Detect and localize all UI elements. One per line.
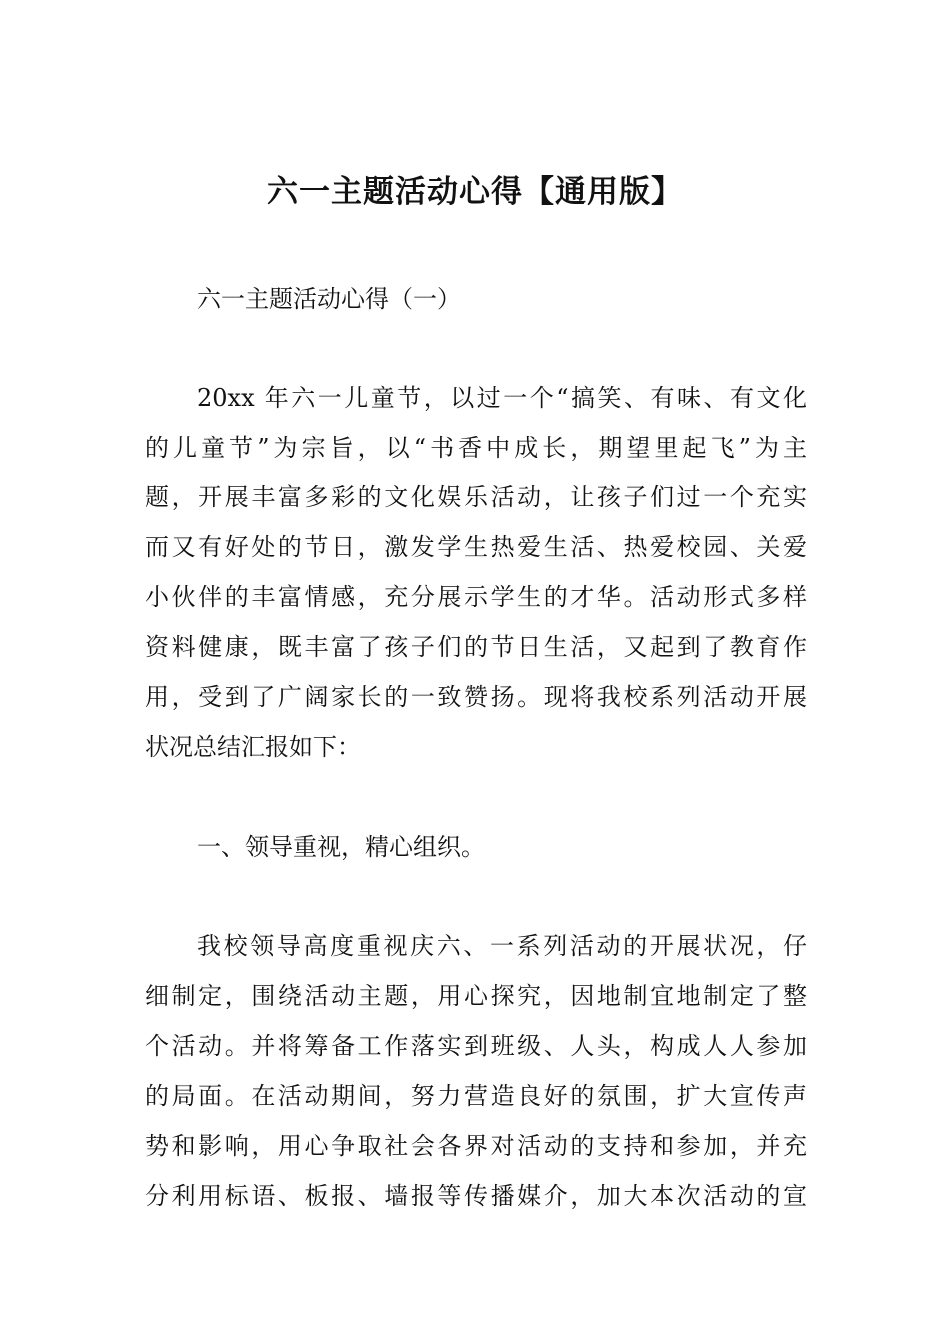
paragraph-line: 小伙伴的丰富情感，充分展示学生的才华。活动形式多样	[145, 583, 807, 611]
paragraph-line: 势和影响，用心争取社会各界对活动的支持和参加，并充	[145, 1132, 807, 1160]
paragraph-line: 的局面。在活动期间，努力营造良好的氛围，扩大宣传声	[145, 1082, 807, 1110]
paragraph-line: 而又有好处的节日，激发学生热爱生活、热爱校园、关爱	[145, 533, 807, 561]
paragraph-line: 我校领导高度重视庆六、一系列活动的开展状况，仔	[197, 932, 807, 960]
paragraph-line: 细制定，围绕活动主题，用心探究，因地制宜地制定了整	[145, 982, 807, 1010]
document-title: 六一主题活动心得【通用版】	[267, 174, 683, 210]
paragraph-line: 状况总结汇报如下：	[145, 733, 361, 761]
paragraph-line: 用，受到了广阔家长的一致赞扬。现将我校系列活动开展	[145, 683, 807, 711]
paragraph-line: 题，开展丰富多彩的文化娱乐活动，让孩子们过一个充实	[145, 483, 807, 511]
paragraph-line: 分利用标语、板报、墙报等传播媒介，加大本次活动的宣	[145, 1182, 807, 1210]
paragraph-line: 20xx 年六一儿童节，以过一个“搞笑、有味、有文化	[197, 384, 807, 412]
paragraph-line: 资料健康，既丰富了孩子们的节日生活，又起到了教育作	[145, 633, 807, 661]
paragraph-line: 个活动。并将筹备工作落实到班级、人头，构成人人参加	[145, 1032, 807, 1060]
paragraph-line: 的儿童节”为宗旨，以“书香中成长，期望里起飞”为主	[145, 434, 807, 462]
section-heading: 一、领导重视，精心组织。	[197, 833, 485, 861]
document-subtitle: 六一主题活动心得（一）	[197, 285, 461, 313]
